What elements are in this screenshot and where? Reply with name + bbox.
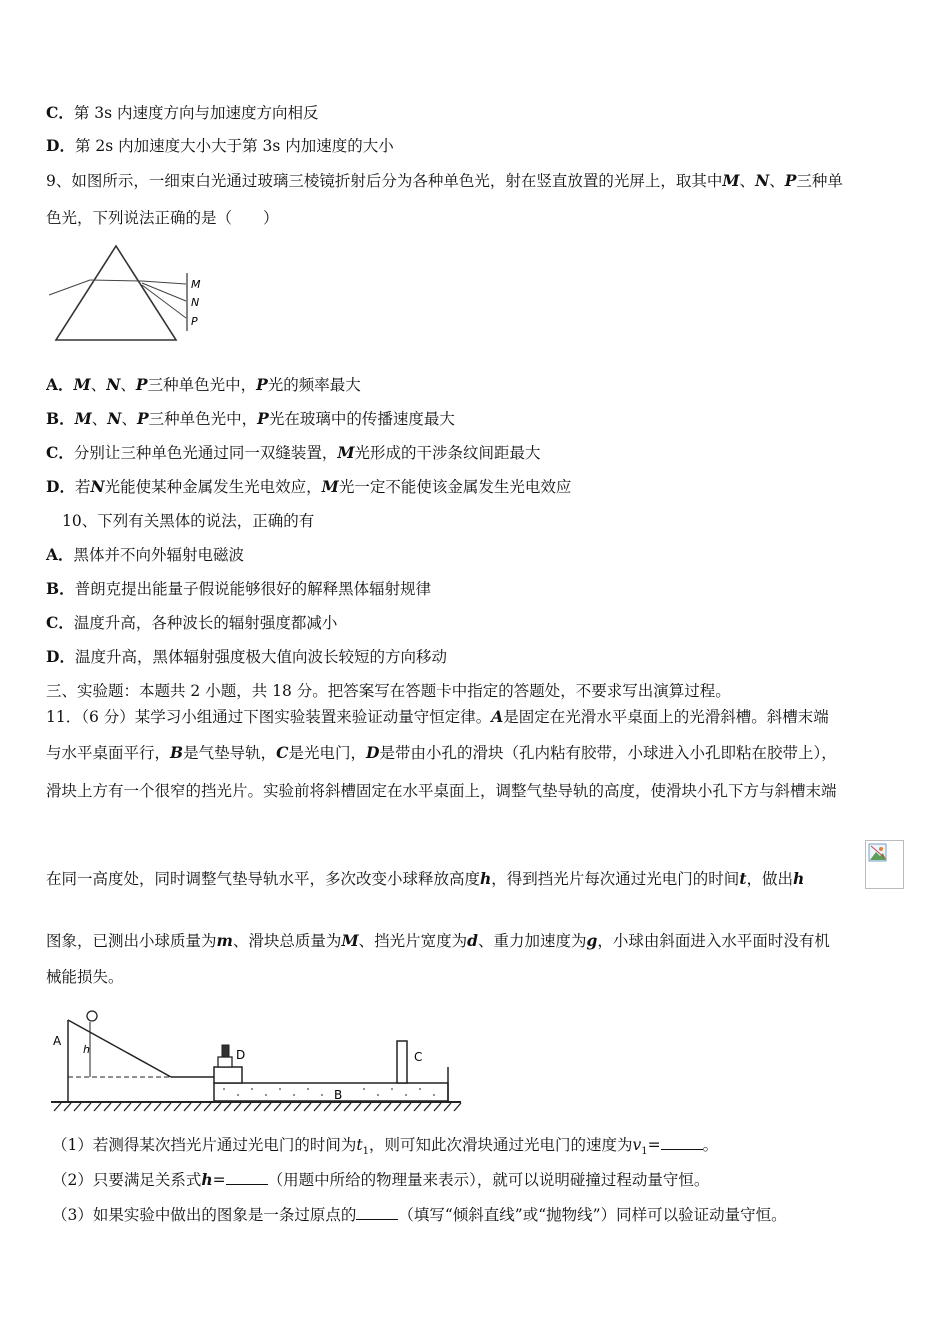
q11-line4 (46, 869, 804, 889)
sep: 、 (91, 410, 108, 428)
var-a: A (491, 707, 504, 726)
answer-blank[interactable] (356, 1205, 398, 1220)
option-text: 温度升高，各种波长的辐射强度都减小 (73, 614, 338, 632)
option-label: A． (46, 545, 74, 564)
option-text: 分别让三种单色光通过同一双缝装置， (73, 444, 338, 462)
section3-title: 三、实验题：本题共 2 小题，共 18 分。把答案写在答题卡中指定的答题处，不要求写出演算过程。 (46, 682, 731, 700)
answer-blank[interactable] (226, 1170, 268, 1185)
text: ，做出 (746, 870, 793, 888)
stem-text: 三种单 (796, 172, 843, 190)
stem-text: 9、如图所示，一细束白光通过玻璃三棱镜折射后分为各种单色光，射在竖直放置的光屏上，取其中 (46, 172, 723, 190)
var-h: h (480, 869, 492, 888)
text: 与水平桌面平行， (46, 744, 171, 762)
q11-line3: 滑块上方有一个很窄的挡光片。实验前将斜槽固定在水平桌面上，调整气垫导轨的高度，使滑块小孔下方与斜槽末端 (46, 782, 837, 800)
option-text: 三种单色光中， (148, 410, 258, 428)
option-label: C． (46, 443, 74, 462)
subscript: 1 (641, 1146, 648, 1158)
option-text: 三种单色光中， (147, 376, 257, 394)
var-c: C (276, 743, 289, 762)
option-label: D． (46, 136, 75, 155)
text: = (647, 1136, 661, 1154)
incident-ray (49, 280, 90, 295)
text: 、重力加速度为 (477, 932, 587, 950)
apparatus-figure (46, 1005, 466, 1115)
option-text: 光的频率最大 (267, 376, 361, 394)
label-n: N (191, 296, 200, 309)
option-label: C． (46, 613, 74, 632)
var-b: B (170, 743, 184, 762)
label-a: A (53, 1034, 62, 1048)
var-g: g (586, 931, 598, 950)
var-m: M (321, 477, 339, 496)
option-text: 光形成的干涉条纹间距最大 (354, 444, 541, 462)
text: 、挡光片宽度为 (358, 932, 468, 950)
var-n: N (107, 409, 122, 428)
option-text: 光在玻璃中的传播速度最大 (268, 410, 455, 428)
ground-hatch (54, 1103, 461, 1111)
var-h: h (201, 1170, 213, 1189)
option-text: 光一定不能使该金属发生光电效应 (338, 478, 572, 496)
option-text: 普朗克提出能量子假说能够很好的解释黑体辐射规律 (74, 580, 432, 598)
option-label: B． (46, 579, 75, 598)
q10-option-c (46, 613, 337, 633)
var-t: t (356, 1136, 363, 1154)
option-label: D． (46, 647, 75, 666)
text: 。 (702, 1136, 719, 1154)
q9-option-b (46, 409, 455, 429)
var-p: P (784, 171, 797, 190)
q10-option-d (46, 647, 447, 667)
option-label: A． (46, 375, 74, 394)
option-text: 第 3s 内速度方向与加速度方向相反 (73, 104, 319, 122)
text: （2）只要满足关系式 (52, 1171, 202, 1189)
var-m: M (337, 443, 355, 462)
sep: 、 (121, 410, 137, 428)
text: 是固定在光滑水平桌面上的光滑斜槽。斜槽末端 (503, 708, 829, 726)
text: 、滑块总质量为 (232, 932, 342, 950)
var-d: D (366, 743, 380, 762)
var-n: N (90, 477, 105, 496)
text: （用题中所给的物理量来表示），就可以说明碰撞过程动量守恒。 (267, 1171, 710, 1189)
option-label: B． (46, 409, 75, 428)
text: ，小球由斜面进入水平面时没有机 (597, 932, 830, 950)
q9-stem-line2: 色光，下列说法正确的是（ ） (46, 209, 279, 227)
option-text: 黑体并不向外辐射电磁波 (73, 546, 245, 564)
var-m: M (74, 409, 92, 428)
q10-stem: 10、下列有关黑体的说法，正确的有 (62, 512, 315, 530)
broken-image-icon (865, 840, 904, 889)
sep: 、 (769, 172, 785, 190)
q10-option-b (46, 579, 431, 599)
q11-line1 (46, 707, 829, 727)
inner-ray (90, 280, 142, 281)
var-p: P (136, 409, 149, 428)
var-p: P (256, 375, 268, 394)
text: ，得到挡光片每次通过光电门的时间 (491, 870, 740, 888)
slider (214, 1067, 242, 1083)
text: 是带由小孔的滑块（孔内粘有胶带，小球进入小孔即粘在胶带上）， (379, 744, 837, 762)
label-b: B (334, 1088, 343, 1102)
var-m-small: m (216, 931, 233, 950)
var-d-small: d (467, 931, 478, 950)
text: ，则可知此次滑块通过光电门的速度为 (368, 1136, 633, 1154)
answer-blank[interactable] (661, 1135, 703, 1150)
var-t: t (739, 869, 747, 888)
sep: 、 (739, 172, 756, 190)
ball (87, 1011, 97, 1021)
text: = (212, 1171, 226, 1189)
option-label: C． (46, 103, 74, 122)
slider-top (218, 1057, 232, 1067)
label-p: P (191, 315, 198, 328)
option-label: D． (46, 477, 75, 496)
q8-option-d (46, 136, 394, 156)
q9-option-a (46, 375, 361, 395)
label-h: h (83, 1043, 90, 1056)
label-c: C (414, 1050, 423, 1064)
q9-stem-line1 (46, 171, 843, 191)
option-text: 第 2s 内加速度大小大于第 3s 内加速度的大小 (74, 137, 394, 155)
label-d: D (236, 1048, 246, 1062)
text: 是气垫导轨， (183, 744, 277, 762)
text: 图象，已测出小球质量为 (46, 932, 217, 950)
var-m: M (341, 931, 359, 950)
image-glyph (868, 843, 888, 863)
var-p: P (257, 409, 269, 428)
text: 是光电门， (288, 744, 366, 762)
air-track (214, 1083, 448, 1101)
q11-line6: 械能损失。 (46, 968, 124, 986)
q9-option-c (46, 443, 541, 463)
label-m: M (191, 278, 201, 291)
text: （1）若测得某次挡光片通过光电门的时间为 (52, 1136, 357, 1154)
photogate (397, 1041, 407, 1083)
text: 11．（6 分）某学习小组通过下图实验装置来验证动量守恒定律。 (46, 708, 492, 726)
q11-line2 (46, 743, 837, 763)
option-text: 温度升高，黑体辐射强度极大值向波长较短的方向移动 (74, 648, 447, 666)
light-shield (222, 1045, 229, 1057)
var-v: v (632, 1136, 642, 1154)
q11-sub1 (52, 1135, 718, 1162)
var-h: h (793, 869, 805, 888)
var-m: M (73, 375, 91, 394)
q10-option-a (46, 545, 244, 565)
option-text: 若 (74, 478, 91, 496)
var-m: M (722, 171, 740, 190)
sep: 、 (90, 376, 107, 394)
prism-figure (46, 243, 206, 343)
ray-p (142, 285, 186, 318)
q11-sub2 (52, 1170, 709, 1190)
q8-option-c (46, 103, 319, 123)
var-p: P (135, 375, 148, 394)
ray-m (142, 281, 186, 284)
option-text: 光能使某种金属发生光电效应， (104, 478, 322, 496)
sep: 、 (120, 376, 136, 394)
var-n: N (106, 375, 121, 394)
subscript: 1 (362, 1146, 369, 1158)
q11-line5 (46, 931, 830, 951)
text: 在同一高度处，同时调整气垫导轨水平，多次改变小球释放高度 (46, 870, 481, 888)
text: （3）如果实验中做出的图象是一条过原点的 (52, 1206, 357, 1224)
var-n: N (755, 171, 770, 190)
q9-option-d (46, 477, 571, 497)
prism-triangle (56, 246, 176, 340)
q11-sub3 (52, 1205, 787, 1225)
text: （填写“倾斜直线”或“抛物线”）同样可以验证动量守恒。 (398, 1206, 787, 1224)
